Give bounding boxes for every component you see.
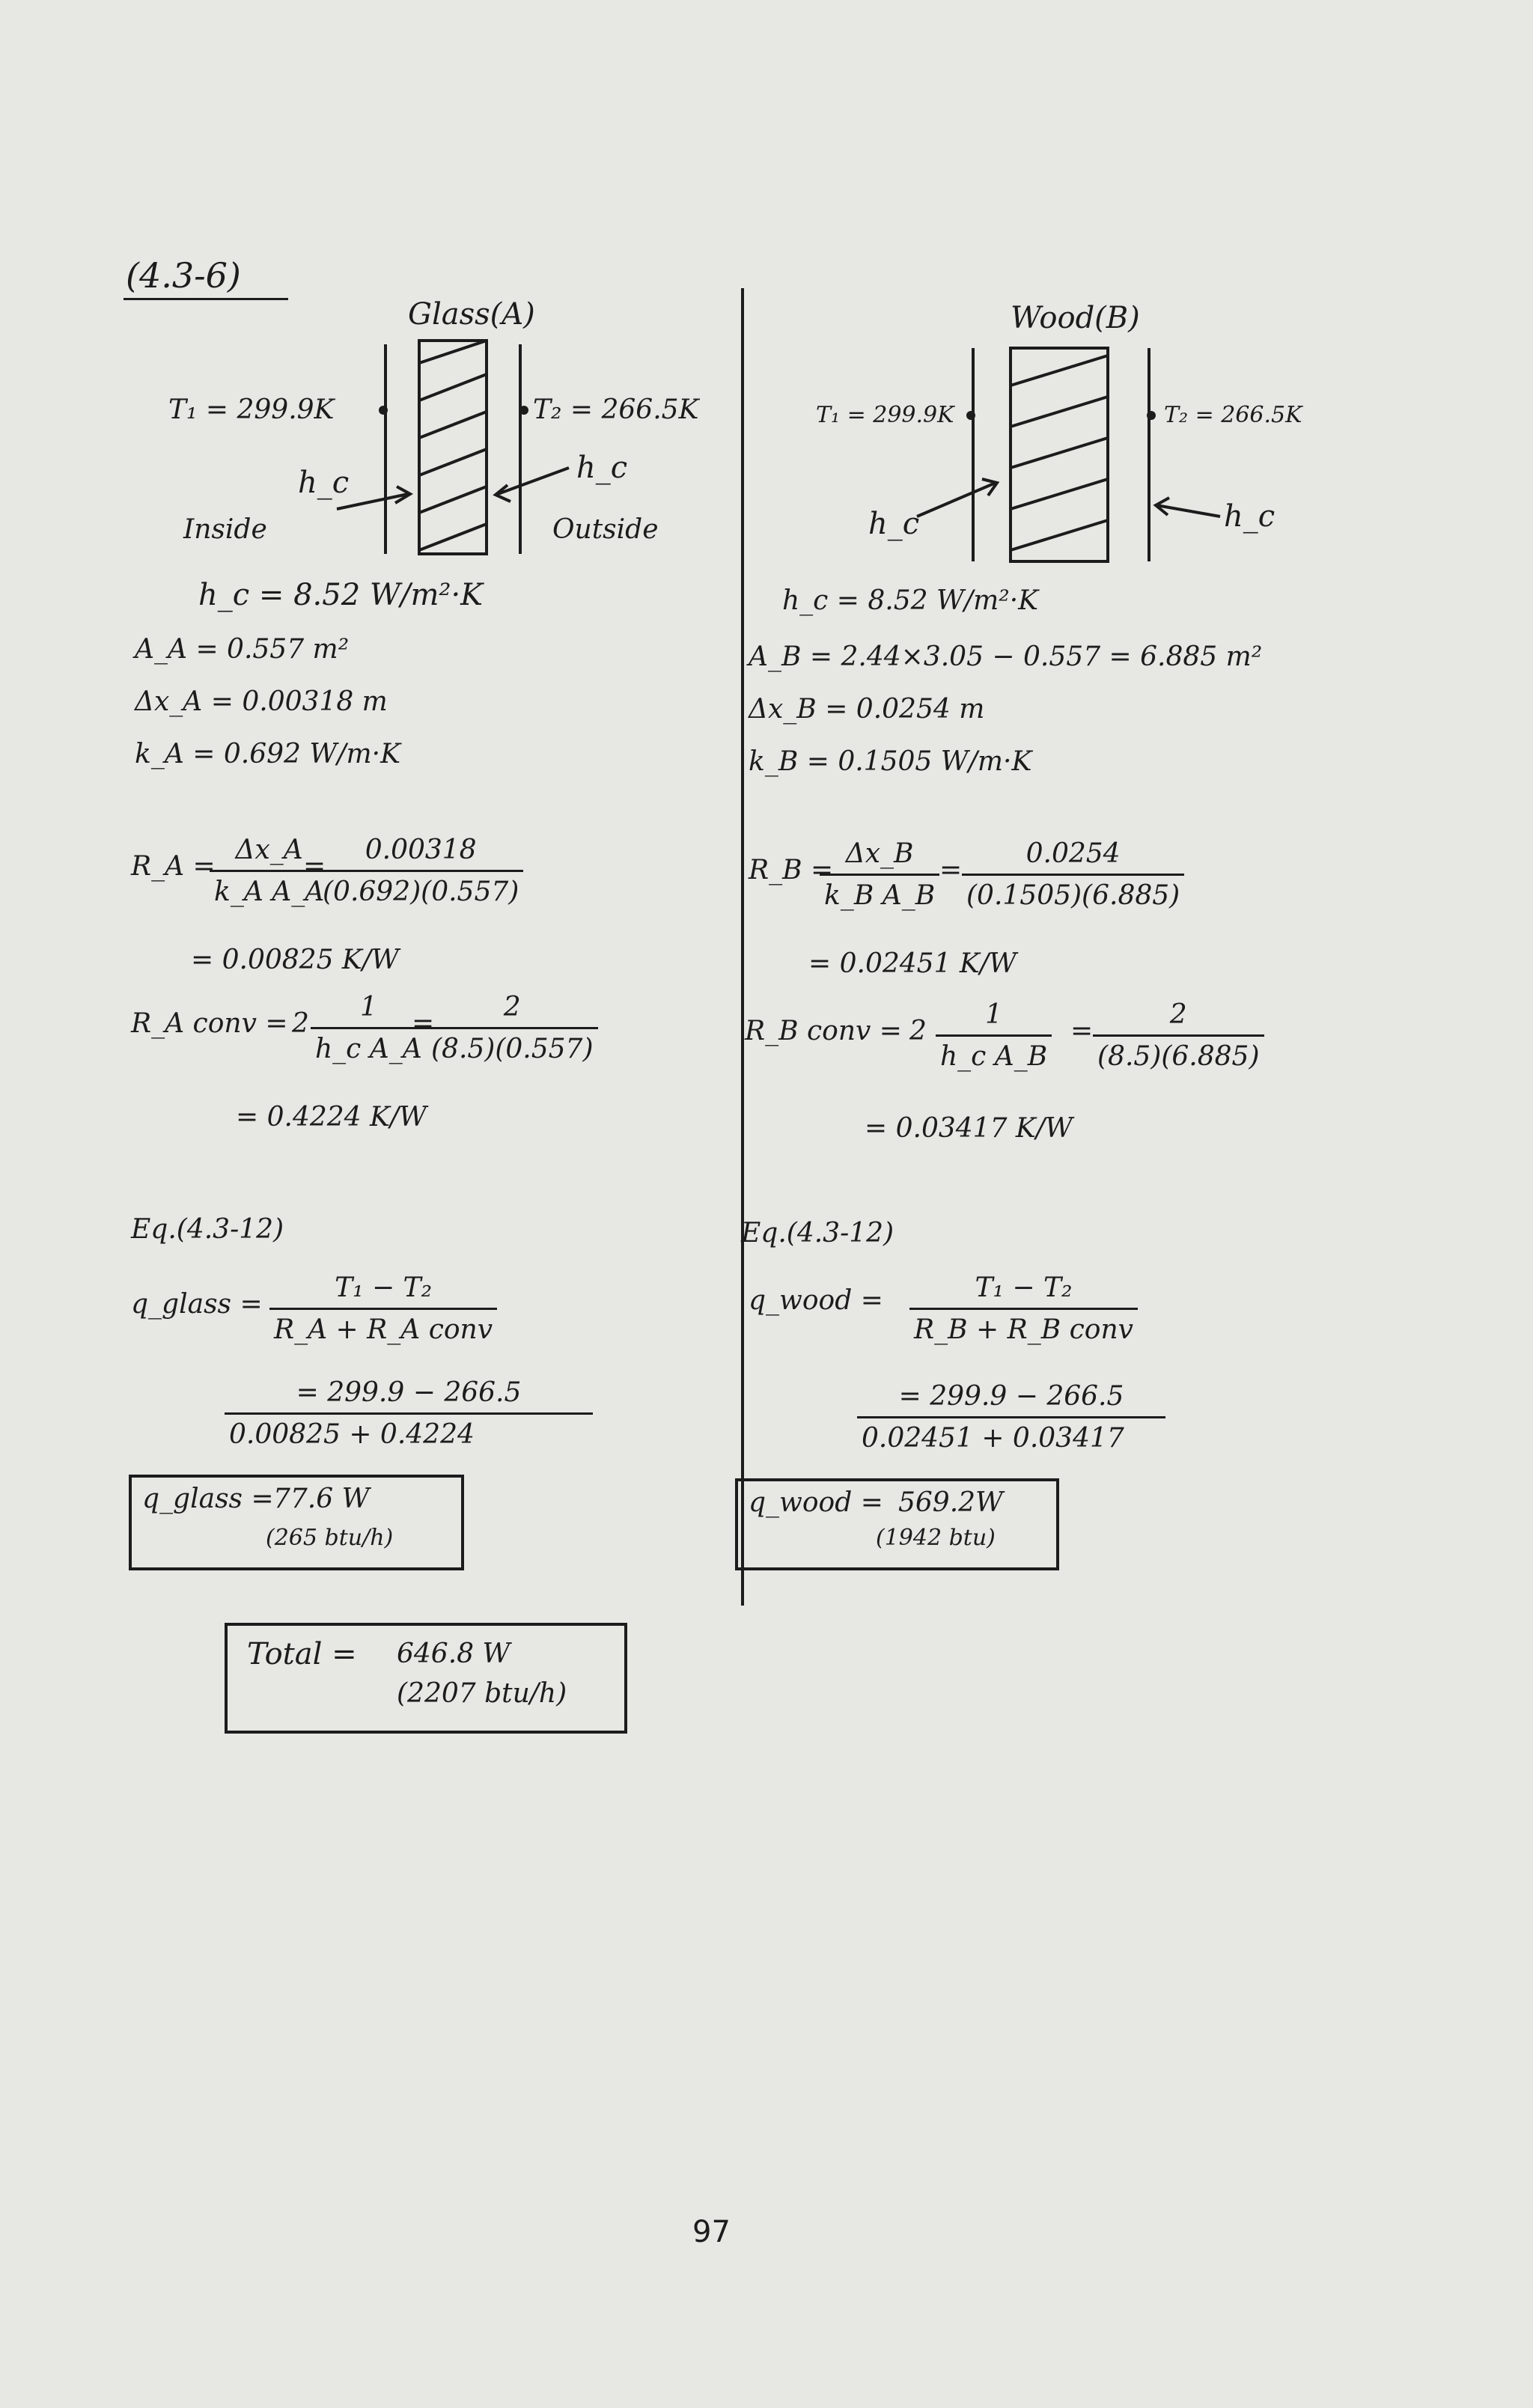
wood-r-f1-den: k_B A_B: [820, 874, 939, 911]
glass-title: Glass(A): [408, 297, 535, 332]
wood-q-fraction-symbolic: [909, 1272, 1138, 1345]
hc-arrow-right: [496, 468, 569, 502]
glass-eq-ref: Eq.(4.3-12): [131, 1214, 284, 1245]
wood-r-f2-num: 0.0254: [1025, 838, 1121, 869]
glass-r-lhs: R_A =: [131, 851, 216, 882]
wood-r-result: = 0.02451 K/W: [808, 948, 1017, 979]
total-value: 646.8 W: [397, 1639, 511, 1669]
wood-q-lhs: q_wood =: [749, 1285, 883, 1316]
glass-k: k_A = 0.692 W/m·K: [135, 739, 400, 769]
wood-r-fraction-symbolic: [820, 838, 939, 911]
glass-rconv-f2-num: 2: [503, 992, 521, 1022]
wood-t2: T₂ = 266.5K: [1164, 402, 1302, 428]
problem-number: (4.3-6): [126, 255, 241, 296]
wood-title: Wood(B): [1011, 301, 1140, 335]
total-btu: (2207 btu/h): [397, 1678, 567, 1709]
glass-r-f1-num: Δx_A: [235, 835, 303, 865]
glass-wall-drawing: [419, 341, 487, 554]
glass-q-lhs: q_glass =: [131, 1289, 263, 1320]
glass-r-fraction-numeric: [318, 835, 523, 907]
glass-dx: Δx_A = 0.00318 m: [135, 686, 388, 717]
glass-rconv-result: = 0.4224 K/W: [236, 1102, 427, 1133]
glass-rconv-coef: 2: [292, 1008, 309, 1039]
glass-q-sub-num: = 299.9 − 266.5: [296, 1377, 522, 1408]
glass-rconv-fraction-numeric: [427, 992, 598, 1064]
wood-r-f1-num: Δx_B: [845, 838, 914, 869]
wood-hc-value: h_c = 8.52 W/m²·K: [782, 585, 1039, 616]
glass-r-f1-den: k_A A_A: [210, 870, 329, 907]
glass-hc-value: h_c = 8.52 W/m²·K: [198, 578, 484, 612]
glass-q-btu: (265 btu/h): [266, 1525, 394, 1551]
glass-hc-right: h_c: [576, 451, 628, 485]
wood-rconv-f2-den: (8.5)(6.885): [1093, 1034, 1264, 1072]
wood-q-den: R_B + R_B conv: [909, 1308, 1138, 1345]
wood-rconv-fraction-symbolic: [936, 999, 1052, 1072]
hc-arrow-left-wood: [917, 479, 997, 516]
wood-r-fraction-numeric: [962, 838, 1184, 911]
glass-q-label: q_glass =: [142, 1484, 274, 1514]
wood-r-lhs: R_B =: [749, 855, 834, 886]
wood-q-fraction-numeric: [857, 1381, 1165, 1454]
wood-area: A_B = 2.44×3.05 − 0.557 = 6.885 m²: [749, 641, 1263, 672]
wood-rconv-lhs: R_B conv =: [745, 1016, 902, 1046]
wood-t1: T₁ = 299.9K: [816, 402, 954, 428]
glass-q-num: T₁ − T₂: [335, 1272, 432, 1303]
wood-dx: Δx_B = 0.0254 m: [749, 694, 985, 725]
wood-k: k_B = 0.1505 W/m·K: [749, 746, 1032, 777]
glass-rconv-f1-num: 1: [359, 992, 377, 1022]
problem-underline: [124, 298, 288, 300]
wood-rconv-f2-num: 2: [1169, 999, 1187, 1030]
glass-rconv-f1-den: h_c A_A: [311, 1027, 427, 1064]
glass-q-fraction-symbolic: [269, 1272, 497, 1345]
glass-t2: T₂ = 266.5K: [533, 394, 699, 425]
wood-rconv-f1-num: 1: [985, 999, 1003, 1030]
glass-q-sub-den: 0.00825 + 0.4224: [225, 1412, 593, 1450]
wood-q-num: T₁ − T₂: [975, 1272, 1073, 1303]
wood-q-value: 569.2W: [898, 1487, 1004, 1518]
wood-q-sub-num: = 299.9 − 266.5: [898, 1381, 1124, 1412]
glass-t1: T₁ = 299.9K: [168, 394, 335, 425]
wood-eq-ref: Eq.(4.3-12): [741, 1218, 894, 1249]
wood-r-equals: =: [939, 855, 963, 886]
wood-rconv-equals: =: [1070, 1016, 1094, 1046]
wood-hc-left: h_c: [868, 507, 920, 541]
glass-r-result: = 0.00825 K/W: [191, 945, 399, 975]
page-number: 97: [692, 2215, 731, 2249]
hc-arrow-right-wood: [1156, 498, 1220, 516]
glass-outside-label: Outside: [552, 514, 659, 545]
wood-rconv-result: = 0.03417 K/W: [865, 1113, 1073, 1144]
glass-q-value: 77.6 W: [273, 1484, 370, 1514]
wood-q-sub-den: 0.02451 + 0.03417: [857, 1416, 1165, 1454]
glass-rconv-equals: =: [412, 1008, 435, 1039]
glass-inside-label: Inside: [183, 514, 267, 545]
total-label: Total =: [247, 1637, 357, 1671]
wood-rconv-fraction-numeric: [1093, 999, 1264, 1072]
wood-hc-right: h_c: [1224, 499, 1276, 534]
glass-q-den: R_A + R_A conv: [269, 1308, 497, 1345]
glass-area: A_A = 0.557 m²: [135, 634, 350, 665]
glass-r-f2-num: 0.00318: [365, 835, 477, 865]
wood-r-f2-den: (0.1505)(6.885): [962, 874, 1184, 911]
glass-rconv-lhs: R_A conv =: [131, 1008, 288, 1039]
wood-q-label: q_wood =: [749, 1487, 883, 1518]
wood-rconv-coef: 2: [909, 1016, 927, 1046]
glass-r-equals: =: [303, 851, 326, 882]
wood-q-btu: (1942 btu): [876, 1525, 996, 1551]
glass-hc-left: h_c: [298, 466, 350, 500]
wood-rconv-f1-den: h_c A_B: [936, 1034, 1052, 1072]
glass-r-f2-den: (0.692)(0.557): [318, 870, 523, 907]
glass-q-fraction-numeric: [225, 1377, 593, 1450]
glass-rconv-f2-den: (8.5)(0.557): [427, 1027, 598, 1064]
glass-rconv-fraction-symbolic: [311, 992, 427, 1064]
column-divider: [741, 288, 744, 1606]
